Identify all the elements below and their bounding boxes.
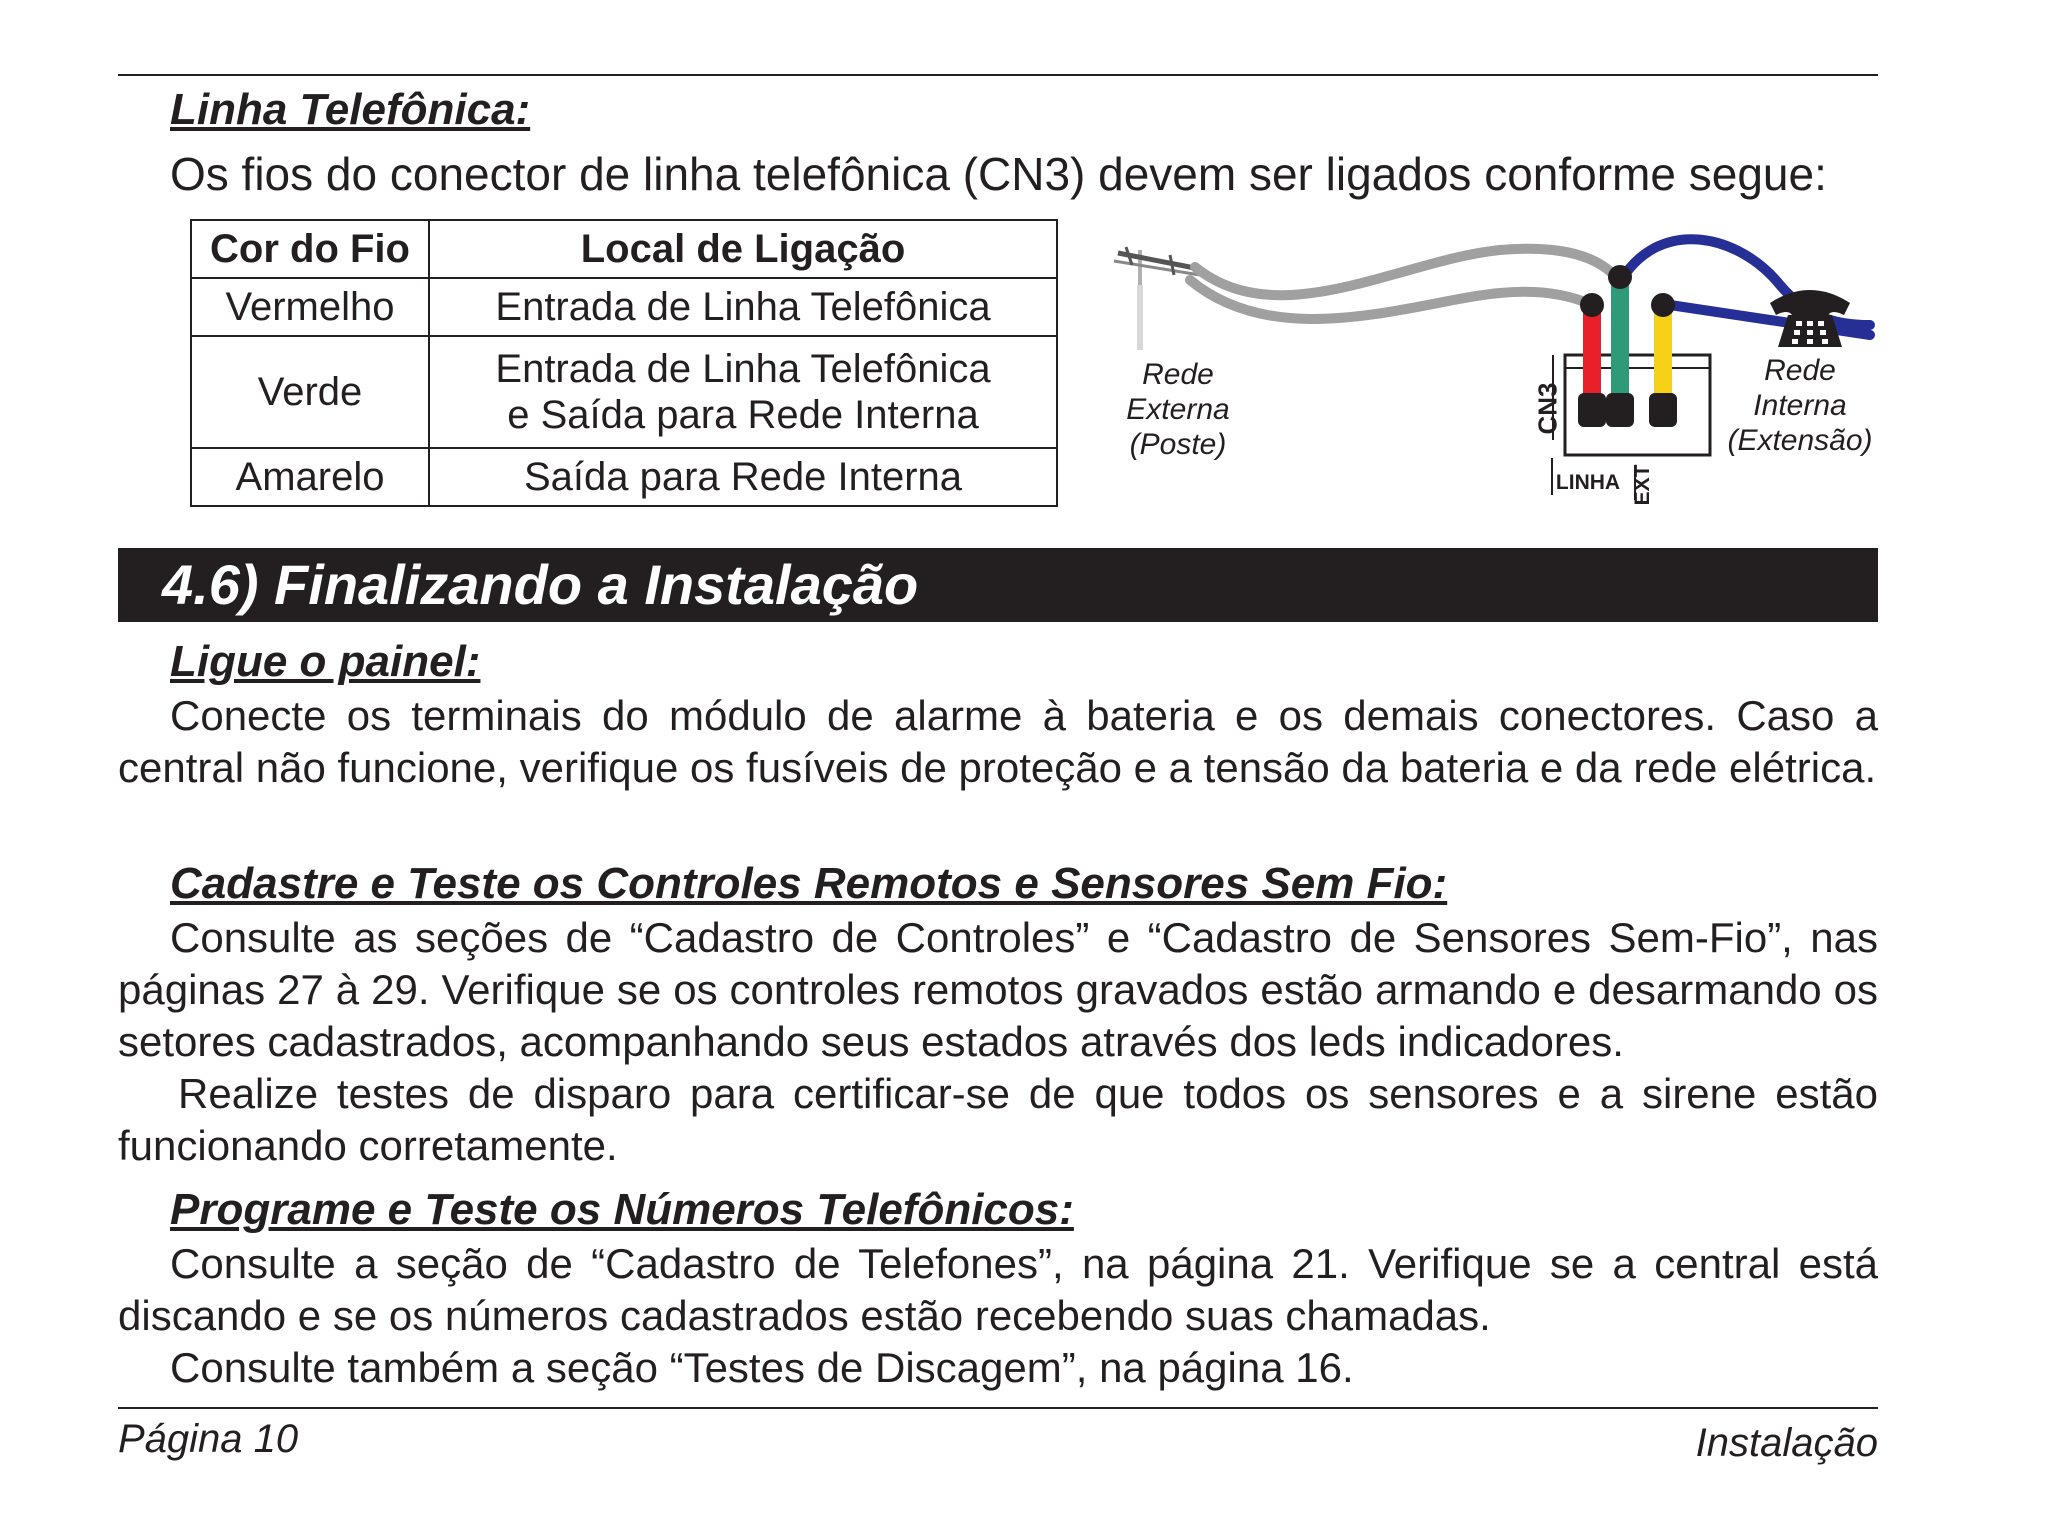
ext-label: EXT: [1631, 464, 1654, 506]
header-local: Local de Ligação: [429, 220, 1057, 278]
cell-color: Vermelho: [191, 278, 429, 336]
top-rule: [118, 74, 1878, 76]
telefones-text-1: Consulte a seção de “Cadastro de Telefones”, na página 21. Verifique se a central está discando e se os números cadastrados estão recebendo suas chamadas.: [118, 1240, 1878, 1339]
linha-heading: Linha Telefônica:: [170, 85, 531, 134]
connector-label: CN3: [1532, 382, 1563, 435]
controles-text-1: Consulte as seções de “Cadastro de Controles” e “Cadastro de Sensores Sem-Fio”, nas páginas 27 à 29. Verifique se os controles remotos gravados estão armando e desarmando os setores cadastrados, acompanhando seus estados através dos leds indicadores.: [118, 914, 1878, 1065]
cell-color: Amarelo: [191, 448, 429, 506]
linha-label: LINHA: [1555, 471, 1621, 494]
cell-place: [429, 336, 1057, 448]
wiring-diagram: [1100, 225, 1900, 525]
label-external: Rede Externa (Poste): [1126, 358, 1230, 461]
red-wire: [1583, 307, 1601, 407]
cell-place-line2: e Saída para Rede Interna: [507, 393, 979, 437]
section-title: 4.6) Finalizando a Instalação: [162, 553, 919, 616]
telefones-text-2: Consulte também a seção “Testes de Discagem”, na página 16.: [170, 1344, 1354, 1391]
green-wire: [1611, 277, 1629, 407]
controles-heading: Cadastre e Teste os Controles Remotos e Sensores Sem Fio:: [170, 859, 1448, 908]
yellow-wire: [1654, 307, 1672, 407]
cell-color: Verde: [191, 336, 429, 448]
table-row: [191, 336, 1057, 448]
table-header-row: [191, 220, 1057, 278]
telefones-heading: Programe e Teste os Números Telefônicos:: [170, 1185, 1074, 1234]
painel-heading: Ligue o painel:: [170, 637, 481, 686]
table-row: [191, 448, 1057, 506]
linha-intro: Os fios do conector de linha telefônica (CN3) devem ser ligados conforme segue:: [170, 148, 1827, 200]
gray-wire-2: [1190, 280, 1592, 319]
header-cor: Cor do Fio: [191, 220, 429, 278]
wire-table: [190, 219, 1058, 507]
cell-place: Entrada de Linha Telefônica: [429, 278, 1057, 336]
chapter-name: Instalação: [1695, 1421, 1878, 1465]
pole-icon: [1114, 247, 1200, 350]
painel-text: Conecte os terminais do módulo de alarme à bateria e os demais conectores. Caso a central não funcione, verifique os fusíveis de proteção e a tensão da bateria e da rede elétrica.: [118, 692, 1878, 791]
bottom-rule: [118, 1407, 1878, 1409]
table-row: [191, 278, 1057, 336]
cell-place-line1: Entrada de Linha Telefônica: [495, 347, 991, 391]
section-header: [118, 548, 1878, 622]
cell-place: Saída para Rede Interna: [429, 448, 1057, 506]
controles-text-2: Realize testes de disparo para certificar-se de que todos os sensores e a sirene estão funcionando corretamente.: [118, 1070, 1878, 1169]
gray-wire-1: [1195, 249, 1620, 295]
page-number: Página 10: [118, 1417, 299, 1461]
label-internal: Rede Interna (Extensão): [1727, 354, 1873, 457]
